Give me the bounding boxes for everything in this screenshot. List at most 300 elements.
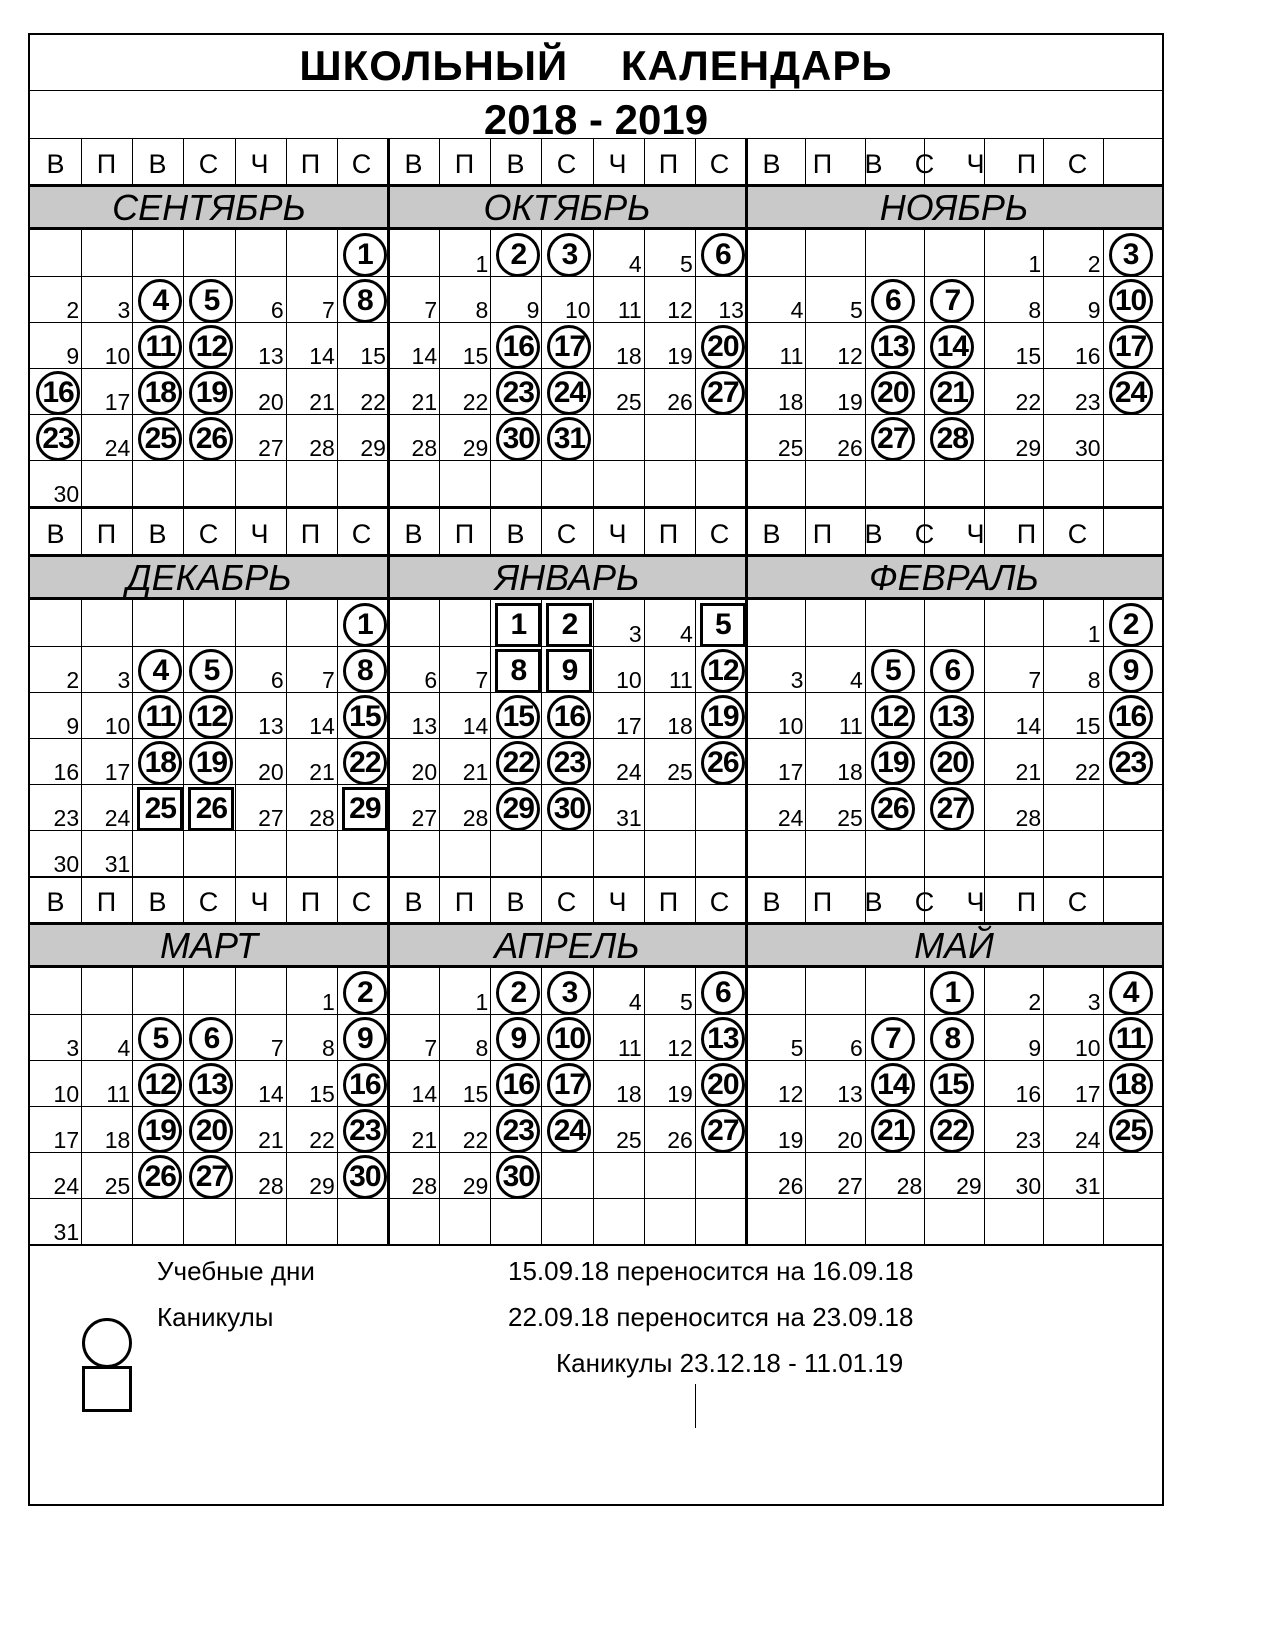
day-number: 18 bbox=[104, 1127, 131, 1153]
day-number: 15 bbox=[309, 1081, 335, 1107]
weekday-label: В bbox=[404, 519, 423, 549]
day-cell bbox=[235, 692, 286, 738]
weekday-label: В bbox=[762, 887, 781, 917]
divider bbox=[746, 692, 1162, 693]
day-number: 31 bbox=[1074, 1173, 1101, 1199]
day-cell bbox=[1043, 968, 1102, 1014]
day-cell bbox=[490, 1060, 541, 1106]
weekday-label: Ч bbox=[608, 519, 627, 549]
day-cell bbox=[593, 968, 644, 1014]
day-number: 20 bbox=[837, 1127, 863, 1153]
weekday-label: П bbox=[454, 149, 475, 179]
day-cell bbox=[81, 738, 132, 784]
day-cell bbox=[865, 1060, 924, 1106]
day-number: 7 bbox=[270, 1035, 284, 1061]
day-cell bbox=[746, 322, 805, 368]
day-cell bbox=[490, 968, 541, 1014]
day-cell bbox=[1043, 1106, 1102, 1152]
study-day: 31 bbox=[547, 417, 591, 461]
study-day: 23 bbox=[1109, 741, 1153, 785]
study-day: 16 bbox=[1109, 695, 1153, 739]
day-cell bbox=[984, 692, 1043, 738]
weekday-label: С bbox=[1067, 887, 1088, 917]
day-cell bbox=[1103, 1106, 1162, 1152]
divider bbox=[183, 508, 184, 554]
day-cell bbox=[805, 600, 864, 646]
day-cell bbox=[746, 368, 805, 414]
day-number: 4 bbox=[117, 1035, 131, 1061]
holiday-square-icon bbox=[82, 1366, 132, 1412]
day-number: 18 bbox=[616, 1081, 642, 1107]
day-cell bbox=[865, 1106, 924, 1152]
day-cell bbox=[593, 1106, 644, 1152]
day-number: 15 bbox=[360, 343, 386, 369]
day-cell bbox=[805, 1152, 864, 1198]
divider bbox=[30, 830, 388, 831]
day-cell bbox=[984, 1152, 1043, 1198]
divider bbox=[387, 138, 390, 506]
weekday-row bbox=[30, 508, 1162, 556]
holiday-day: 25 bbox=[137, 787, 183, 831]
study-day: 27 bbox=[930, 787, 974, 831]
divider bbox=[746, 1106, 1162, 1107]
study-day: 7 bbox=[930, 279, 974, 323]
day-cell bbox=[235, 1198, 286, 1244]
day-number: 27 bbox=[258, 435, 284, 461]
day-cell bbox=[541, 1060, 592, 1106]
study-day: 27 bbox=[871, 417, 915, 461]
day-cell bbox=[1103, 784, 1162, 830]
study-day: 24 bbox=[547, 1109, 591, 1153]
study-day: 20 bbox=[701, 325, 745, 369]
day-cell bbox=[1043, 738, 1102, 784]
day-number: 28 bbox=[258, 1173, 284, 1199]
note-holidays: Каникулы 23.12.18 - 11.01.19 bbox=[556, 1348, 904, 1378]
day-cell bbox=[865, 830, 924, 876]
day-cell bbox=[644, 322, 695, 368]
day-cell bbox=[81, 600, 132, 646]
day-cell bbox=[183, 830, 234, 876]
day-number: 12 bbox=[667, 297, 693, 323]
day-cell bbox=[746, 784, 805, 830]
study-day: 6 bbox=[189, 1017, 233, 1061]
day-cell bbox=[746, 1106, 805, 1152]
day-cell bbox=[439, 830, 490, 876]
day-cell bbox=[439, 276, 490, 322]
day-cell bbox=[541, 414, 592, 460]
day-cell bbox=[388, 968, 439, 1014]
day-cell bbox=[81, 414, 132, 460]
divider bbox=[490, 508, 491, 554]
day-cell bbox=[490, 460, 541, 506]
day-number: 22 bbox=[462, 389, 489, 415]
month-header: ОКТЯБРЬ bbox=[388, 184, 746, 230]
divider bbox=[286, 138, 287, 184]
day-number: 8 bbox=[1028, 297, 1042, 323]
weekday-label: С bbox=[709, 887, 730, 917]
day-cell bbox=[490, 230, 541, 276]
day-cell bbox=[81, 230, 132, 276]
holiday-day: 1 bbox=[495, 603, 541, 647]
day-cell bbox=[1103, 646, 1162, 692]
day-cell bbox=[805, 830, 864, 876]
day-number: 14 bbox=[462, 713, 489, 739]
day-cell bbox=[865, 1152, 924, 1198]
day-number: 14 bbox=[309, 713, 335, 739]
day-cell bbox=[337, 646, 388, 692]
day-cell bbox=[746, 1198, 805, 1244]
study-day: 23 bbox=[496, 1109, 540, 1153]
day-number: 4 bbox=[850, 667, 863, 693]
day-number: 28 bbox=[1015, 805, 1042, 831]
day-cell bbox=[439, 1014, 490, 1060]
day-number: 22 bbox=[360, 389, 386, 415]
study-day: 3 bbox=[547, 233, 591, 277]
day-cell bbox=[286, 1014, 337, 1060]
day-cell bbox=[388, 460, 439, 506]
day-number: 12 bbox=[667, 1035, 693, 1061]
day-cell bbox=[30, 1014, 81, 1060]
day-number: 21 bbox=[309, 759, 335, 785]
day-cell bbox=[924, 1014, 983, 1060]
study-day: 17 bbox=[547, 1063, 591, 1107]
day-cell bbox=[924, 1152, 983, 1198]
divider bbox=[387, 876, 390, 1244]
study-day: 3 bbox=[547, 971, 591, 1015]
divider bbox=[490, 138, 491, 184]
day-cell bbox=[695, 646, 746, 692]
day-cell bbox=[490, 1152, 541, 1198]
day-cell bbox=[30, 600, 81, 646]
divider bbox=[30, 692, 388, 693]
day-cell bbox=[805, 276, 864, 322]
day-cell bbox=[132, 368, 183, 414]
day-number: 18 bbox=[837, 759, 863, 785]
study-day: 5 bbox=[189, 279, 233, 323]
day-cell bbox=[1043, 230, 1102, 276]
day-cell bbox=[132, 1106, 183, 1152]
day-cell bbox=[1043, 600, 1102, 646]
day-cell bbox=[1043, 1198, 1102, 1244]
holiday-day: 26 bbox=[188, 787, 234, 831]
divider bbox=[1043, 508, 1044, 554]
day-cell bbox=[337, 1014, 388, 1060]
divider bbox=[541, 138, 542, 184]
day-cell bbox=[924, 322, 983, 368]
day-cell bbox=[1103, 1198, 1162, 1244]
study-day: 26 bbox=[189, 417, 233, 461]
divider bbox=[746, 368, 1162, 369]
day-number: 13 bbox=[718, 297, 744, 323]
day-cell bbox=[1103, 1014, 1162, 1060]
day-cell bbox=[984, 230, 1043, 276]
day-cell bbox=[746, 460, 805, 506]
divider bbox=[439, 876, 440, 922]
day-number: 28 bbox=[411, 435, 438, 461]
day-cell bbox=[644, 1060, 695, 1106]
divider bbox=[984, 508, 985, 554]
divider bbox=[30, 1244, 1162, 1246]
day-number: 7 bbox=[424, 1035, 438, 1061]
weekday-label: С bbox=[914, 519, 935, 549]
divider bbox=[1043, 876, 1044, 922]
month-header: ФЕВРАЛЬ bbox=[746, 554, 1162, 600]
day-cell bbox=[439, 414, 490, 460]
study-day-circle-icon bbox=[82, 1318, 132, 1368]
weekday-label: В bbox=[404, 149, 423, 179]
day-cell bbox=[30, 738, 81, 784]
weekday-label: С bbox=[198, 149, 219, 179]
day-cell bbox=[235, 784, 286, 830]
divider bbox=[439, 138, 440, 184]
day-cell bbox=[183, 1060, 234, 1106]
day-cell bbox=[30, 1060, 81, 1106]
weekday-label: П bbox=[812, 519, 833, 549]
divider bbox=[388, 368, 746, 369]
day-cell bbox=[1043, 830, 1102, 876]
study-day: 6 bbox=[930, 649, 974, 693]
divider bbox=[132, 876, 133, 922]
weekday-label: П bbox=[96, 149, 117, 179]
day-cell bbox=[1043, 276, 1102, 322]
day-cell bbox=[924, 600, 983, 646]
day-cell bbox=[286, 692, 337, 738]
divider bbox=[286, 876, 287, 922]
day-number: 25 bbox=[616, 1127, 642, 1153]
day-cell bbox=[1043, 1152, 1102, 1198]
day-number: 26 bbox=[667, 1127, 693, 1153]
study-day: 4 bbox=[1109, 971, 1153, 1015]
day-cell bbox=[924, 368, 983, 414]
day-cell bbox=[30, 1152, 81, 1198]
day-number: 20 bbox=[411, 759, 438, 785]
divider bbox=[30, 1106, 388, 1107]
day-cell bbox=[805, 460, 864, 506]
day-cell bbox=[439, 646, 490, 692]
holiday-day: 8 bbox=[495, 649, 541, 693]
day-number: 5 bbox=[850, 297, 863, 323]
day-number: 30 bbox=[1015, 1173, 1042, 1199]
day-cell bbox=[1043, 414, 1102, 460]
day-cell bbox=[805, 1106, 864, 1152]
divider bbox=[30, 508, 1162, 509]
study-day: 15 bbox=[930, 1063, 974, 1107]
study-day: 30 bbox=[496, 417, 540, 461]
divider bbox=[30, 322, 388, 323]
day-number: 3 bbox=[628, 621, 642, 647]
divider bbox=[235, 508, 236, 554]
day-cell bbox=[337, 460, 388, 506]
day-number: 24 bbox=[616, 759, 642, 785]
day-cell bbox=[593, 276, 644, 322]
day-cell bbox=[337, 368, 388, 414]
calendar-title: ШКОЛЬНЫЙ КАЛЕНДАРЬ bbox=[299, 42, 893, 89]
day-cell bbox=[865, 460, 924, 506]
day-number: 24 bbox=[53, 1173, 80, 1199]
study-day: 29 bbox=[496, 787, 540, 831]
day-cell bbox=[984, 1014, 1043, 1060]
day-cell bbox=[746, 692, 805, 738]
day-number: 29 bbox=[309, 1173, 335, 1199]
legend-study-days: Учебные дни bbox=[157, 1256, 315, 1286]
day-cell bbox=[541, 460, 592, 506]
day-cell bbox=[183, 1198, 234, 1244]
day-cell bbox=[439, 738, 490, 784]
note-transfer-1: 15.09.18 переносится на 16.09.18 bbox=[508, 1256, 914, 1286]
day-cell bbox=[81, 368, 132, 414]
day-number: 20 bbox=[258, 389, 284, 415]
day-number: 15 bbox=[1074, 713, 1101, 739]
day-cell bbox=[132, 968, 183, 1014]
study-day: 11 bbox=[1109, 1017, 1153, 1061]
divider bbox=[388, 1014, 746, 1015]
day-cell bbox=[183, 460, 234, 506]
weekday-label: В bbox=[46, 519, 65, 549]
day-cell bbox=[865, 276, 924, 322]
day-cell bbox=[81, 1106, 132, 1152]
study-day: 26 bbox=[701, 741, 745, 785]
day-number: 28 bbox=[462, 805, 489, 831]
day-cell bbox=[337, 784, 388, 830]
study-day: 2 bbox=[496, 971, 540, 1015]
day-number: 13 bbox=[837, 1081, 863, 1107]
day-cell bbox=[286, 322, 337, 368]
day-cell bbox=[337, 1106, 388, 1152]
divider bbox=[746, 276, 1162, 277]
day-cell bbox=[439, 968, 490, 1014]
day-cell bbox=[286, 1106, 337, 1152]
day-number: 2 bbox=[1087, 251, 1101, 277]
day-cell bbox=[81, 784, 132, 830]
day-cell bbox=[593, 414, 644, 460]
day-cell bbox=[388, 738, 439, 784]
day-cell bbox=[132, 830, 183, 876]
day-cell bbox=[593, 738, 644, 784]
day-cell bbox=[286, 646, 337, 692]
divider bbox=[30, 738, 388, 739]
study-day: 13 bbox=[701, 1017, 745, 1061]
day-cell bbox=[541, 230, 592, 276]
day-cell bbox=[1103, 738, 1162, 784]
divider bbox=[644, 138, 645, 184]
weekday-label: В bbox=[762, 149, 781, 179]
day-cell bbox=[593, 646, 644, 692]
day-cell bbox=[593, 1198, 644, 1244]
weekday-label: С bbox=[351, 149, 372, 179]
divider bbox=[746, 830, 1162, 831]
day-number: 11 bbox=[106, 1081, 131, 1107]
day-cell bbox=[1043, 692, 1102, 738]
day-cell bbox=[924, 968, 983, 1014]
day-number: 29 bbox=[462, 435, 489, 461]
divider bbox=[746, 322, 1162, 323]
day-cell bbox=[235, 1106, 286, 1152]
study-day: 23 bbox=[496, 371, 540, 415]
school-calendar bbox=[28, 33, 1164, 1506]
day-cell bbox=[865, 738, 924, 784]
day-cell bbox=[490, 368, 541, 414]
day-number: 7 bbox=[1028, 667, 1042, 693]
day-cell bbox=[805, 784, 864, 830]
study-day: 10 bbox=[1109, 279, 1153, 323]
day-cell bbox=[695, 1152, 746, 1198]
day-cell bbox=[541, 1106, 592, 1152]
divider bbox=[388, 646, 746, 647]
day-number: 29 bbox=[360, 435, 386, 461]
day-cell bbox=[924, 784, 983, 830]
day-cell bbox=[286, 276, 337, 322]
day-cell bbox=[30, 784, 81, 830]
study-day: 23 bbox=[547, 741, 591, 785]
day-cell bbox=[286, 1198, 337, 1244]
study-day: 25 bbox=[138, 417, 182, 461]
day-cell bbox=[695, 738, 746, 784]
divider bbox=[745, 876, 748, 1244]
divider bbox=[387, 508, 390, 876]
day-number: 29 bbox=[956, 1173, 982, 1199]
day-cell bbox=[337, 414, 388, 460]
study-day: 4 bbox=[138, 649, 182, 693]
day-cell bbox=[805, 1060, 864, 1106]
divider bbox=[439, 508, 440, 554]
day-number: 5 bbox=[680, 989, 693, 1015]
day-cell bbox=[865, 1014, 924, 1060]
weekday-label: С bbox=[709, 149, 730, 179]
divider bbox=[30, 784, 388, 785]
day-cell bbox=[337, 692, 388, 738]
study-day: 27 bbox=[701, 1109, 745, 1153]
day-number: 11 bbox=[617, 1035, 642, 1061]
day-cell bbox=[695, 460, 746, 506]
day-number: 18 bbox=[667, 713, 693, 739]
day-cell bbox=[235, 600, 286, 646]
day-number: 1 bbox=[322, 989, 335, 1015]
study-day: 25 bbox=[1109, 1109, 1153, 1153]
weekday-label: С bbox=[198, 887, 219, 917]
study-day: 22 bbox=[930, 1109, 974, 1153]
day-cell bbox=[81, 968, 132, 1014]
day-cell bbox=[490, 1014, 541, 1060]
day-number: 19 bbox=[667, 343, 693, 369]
day-number: 22 bbox=[1015, 389, 1042, 415]
day-number: 2 bbox=[1028, 989, 1042, 1015]
weekday-label: С bbox=[1067, 149, 1088, 179]
day-cell bbox=[388, 646, 439, 692]
weekday-label: П bbox=[300, 149, 321, 179]
study-day: 18 bbox=[1109, 1063, 1153, 1107]
weekday-label: П bbox=[300, 519, 321, 549]
day-cell bbox=[183, 322, 234, 368]
day-cell bbox=[183, 276, 234, 322]
day-cell bbox=[235, 738, 286, 784]
divider bbox=[1103, 876, 1104, 922]
day-cell bbox=[388, 784, 439, 830]
day-cell bbox=[388, 1198, 439, 1244]
day-cell bbox=[286, 784, 337, 830]
day-cell bbox=[439, 1152, 490, 1198]
divider bbox=[30, 460, 388, 461]
study-day: 21 bbox=[871, 1109, 915, 1153]
day-number: 1 bbox=[475, 251, 489, 277]
day-cell bbox=[439, 460, 490, 506]
day-number: 2 bbox=[66, 297, 80, 323]
study-day: 12 bbox=[871, 695, 915, 739]
day-cell bbox=[235, 230, 286, 276]
divider bbox=[388, 1106, 746, 1107]
divider bbox=[805, 508, 806, 554]
divider bbox=[132, 508, 133, 554]
day-cell bbox=[805, 414, 864, 460]
